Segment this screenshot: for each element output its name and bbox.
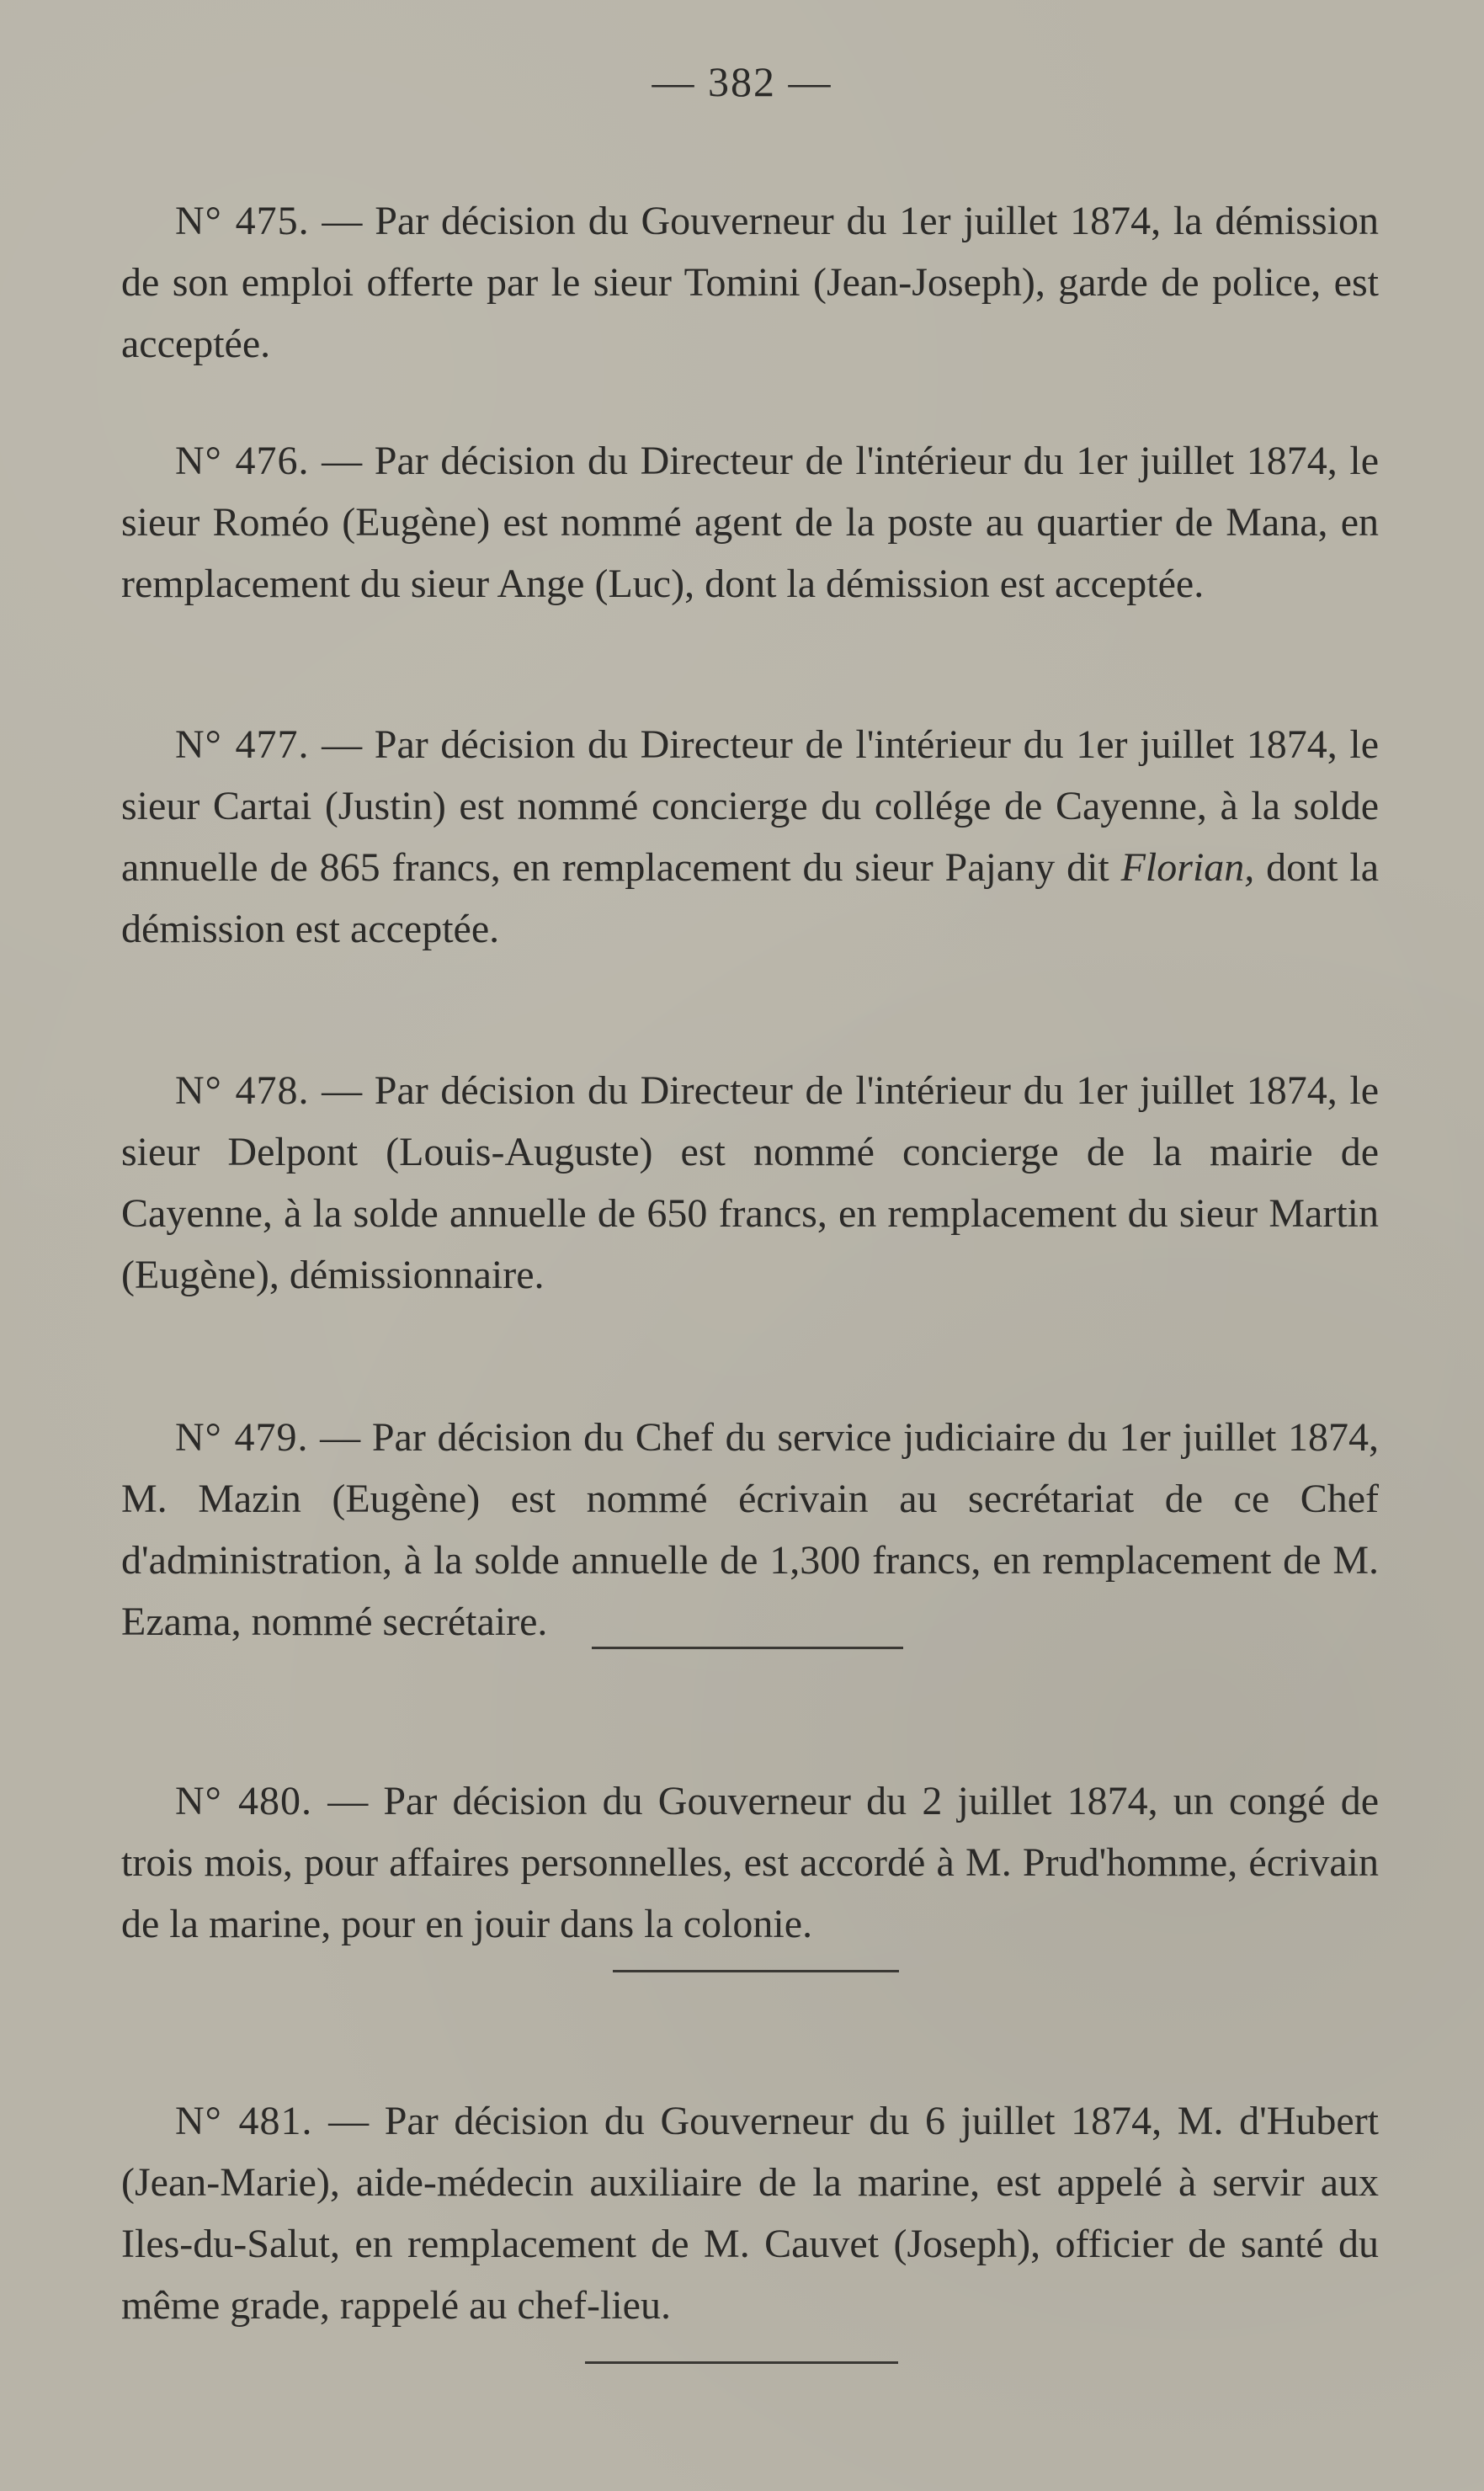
page-number: — 382 —	[652, 58, 832, 105]
section-divider	[585, 2361, 898, 2364]
entry-number: N° 477.	[175, 722, 310, 767]
entry-479	[121, 1407, 1379, 1653]
entry-475	[121, 190, 1379, 375]
entry-476	[121, 430, 1379, 615]
entry-number: N° 478.	[175, 1068, 310, 1113]
entry-480	[121, 1770, 1379, 1955]
entry-number: N° 480.	[175, 1779, 313, 1823]
entry-text-end: dont la démission est acceptée.	[121, 845, 1379, 951]
entry-text: — Par décision du Gouverneur du 1er juillet 1874, la démission de son emploi offerte par le sieur Tomini (Jean-Joseph), garde de police, est acceptée.	[121, 199, 1379, 366]
section-divider	[613, 1970, 899, 1972]
entry-text: — Par décision du Chef du service judiciaire du 1er juillet 1874, M. Mazin (Eugène) est nommé écrivain au secrétariat de ce Chef d'administration, à la solde annuelle de 1,300 francs, en remplacement de M. Ezama, nommé secrétaire.	[121, 1415, 1380, 1644]
entry-481	[121, 2090, 1379, 2336]
entry-text-italic: Florian,	[1120, 845, 1255, 890]
entry-text: — Par décision du Directeur de l'intérieur du 1er juillet 1874, le sieur Delpont (Louis-Auguste) est nommé concierge de la mairie de Cayenne, à la solde annuelle de 650 francs, en remplacement du sieur Martin (Eugène), démissionnaire.	[121, 1068, 1380, 1297]
entry-text: — Par décision du Gouverneur du 2 juillet 1874, un congé de trois mois, pour affaires personnelles, est accordé à M. Prud'homme, écrivain de la marine, pour en jouir dans la colonie.	[121, 1779, 1380, 1946]
entry-number: N° 476.	[175, 439, 310, 483]
entry-text: — Par décision du Gouverneur du 6 juillet 1874, M. d'Hubert (Jean-Marie), aide-médecin auxiliaire de la marine, est appelé à servir aux Iles-du-Salut, en remplacement de M. Cauvet (Joseph), officier de santé du même grade, rappelé au chef-lieu.	[121, 2099, 1380, 2328]
entry-number: N° 481.	[175, 2099, 313, 2143]
entry-number: N° 475.	[175, 199, 310, 243]
entry-number: N° 479.	[175, 1415, 309, 1460]
entry-text-start: — Par décision du Directeur de l'intérieur du 1er juillet 1874, le sieur Cartai (Justin) est nommé concierge du collége de Cayenne, à la solde annuelle de 865 francs, en remplacement du sieur Pajany dit	[121, 722, 1380, 890]
entry-478	[121, 1060, 1379, 1306]
entry-text: — Par décision du Directeur de l'intérieur du 1er juillet 1874, le sieur Roméo (Eugène) est nommé agent de la poste au quartier de Mana, en remplacement du sieur Ange (Luc), dont la démission est acceptée.	[121, 439, 1380, 606]
section-divider	[592, 1647, 903, 1649]
entry-477	[121, 714, 1379, 960]
